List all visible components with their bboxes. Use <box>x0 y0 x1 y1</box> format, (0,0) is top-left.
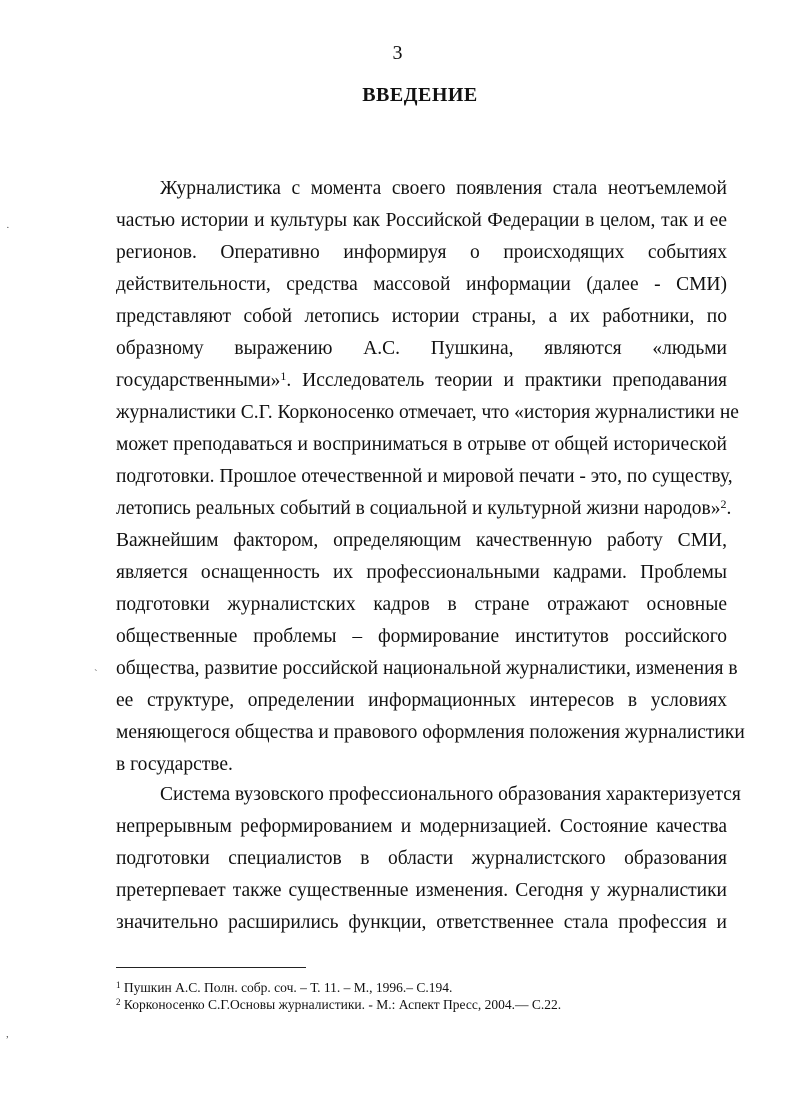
footnote-ref: 1 <box>280 369 287 383</box>
body-line: частью истории и культуры как Российской Федерации в целом, так и ее <box>116 210 727 231</box>
body-line: образному выражению А.С. Пушкина, являются «людьми <box>116 338 727 359</box>
footnote-ref: 2 <box>720 497 727 511</box>
page-number: 3 <box>392 42 403 64</box>
body-line: подготовки. Прошлое отечественной и мировой печати - это, по существу, <box>116 466 733 487</box>
body-line: меняющегося общества и правового оформления положения журналистики <box>116 722 745 743</box>
body-line: представляют собой летопись истории страны, а их работники, по <box>116 306 727 327</box>
body-line: Журналистика с момента своего появления стала неотъемлемой <box>160 178 727 199</box>
footnote-separator <box>116 967 306 968</box>
body-line: подготовки специалистов в области журналистского образования <box>116 848 727 869</box>
body-text-fragment: летопись реальных событий в социальной и культурной жизни народов» <box>116 498 721 519</box>
body-text-fragment: государственными» <box>116 370 281 391</box>
body-line: претерпевает также существенные изменения. Сегодня у журналистики <box>116 880 727 901</box>
body-line: ее структуре, определении информационных интересов в условиях <box>116 690 727 711</box>
body-line: общественные проблемы – формирование институтов российского <box>116 626 727 647</box>
body-line: значительно расширились функции, ответственнее стала профессия и <box>116 912 727 933</box>
body-line: подготовки журналистских кадров в стране отражают основные <box>116 594 727 615</box>
body-line <box>116 369 727 393</box>
body-line <box>116 497 732 521</box>
body-line: непрерывным реформированием и модернизацией. Состояние качества <box>116 816 727 837</box>
body-line: может преподаваться и восприниматься в отрыве от общей исторической <box>116 434 727 455</box>
footnote-mark: 2 <box>116 997 121 1007</box>
body-line: действительности, средства массовой информации (далее - СМИ) <box>116 274 727 295</box>
scan-speck: ` <box>94 668 98 680</box>
scan-speck: , <box>6 1028 9 1040</box>
body-line: регионов. Оперативно информируя о происходящих событиях <box>116 242 727 263</box>
body-line: в государстве. <box>116 754 233 775</box>
footnote <box>116 980 452 996</box>
body-line: журналистики С.Г. Корконосенко отмечает, что «история журналистики не <box>116 402 739 423</box>
body-text-fragment: . Исследователь теории и практики преподавания <box>286 370 727 391</box>
footnote-text: Пушкин А.С. Полн. собр. соч. – Т. 11. – М., 1996.– С.194. <box>120 980 453 995</box>
scan-speck: · <box>6 222 10 234</box>
page-title: ВВЕДЕНИЕ <box>362 84 478 106</box>
body-line: является оснащенность их профессиональными кадрами. Проблемы <box>116 562 727 583</box>
body-text-fragment: . <box>726 498 732 519</box>
body-line: Система вузовского профессионального образования характеризуется <box>160 784 741 805</box>
footnote <box>116 997 561 1013</box>
footnote-mark: 1 <box>116 980 121 990</box>
footnote-text: Корконосенко С.Г.Основы журналистики. - М.: Аспект Пресс, 2004.— С.22. <box>120 997 562 1012</box>
body-line: общества, развитие российской национальной журналистики, изменения в <box>116 658 738 679</box>
body-line: Важнейшим фактором, определяющим качественную работу СМИ, <box>116 530 727 551</box>
